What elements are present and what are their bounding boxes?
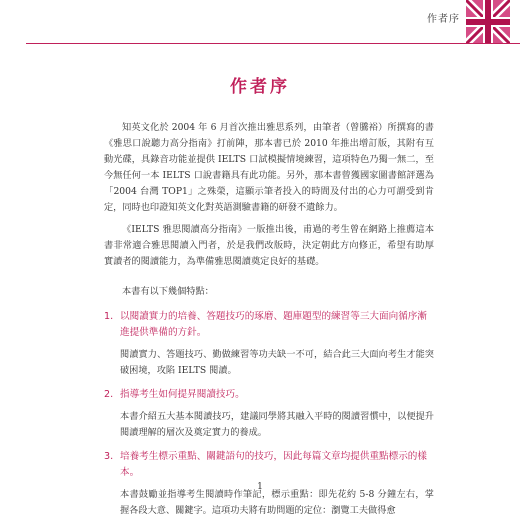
feature-3-text: 培養考生標示重點、關鍵語句的技巧，因此每篇文章均提供重點標示的樣本。 bbox=[120, 451, 427, 479]
paragraph-1: 知英文化於 2004 年 6 月首次推出雅思系列，由筆者（曾騰裕）所撰寫的書《雅思口說聽力高分指南》打前陣，那本書已於 2010 年推出增訂版，其附有互動光碟，具錄音功能並提供 IELTS 口試模擬情境練習，這項特色乃獨一無二，至今無任何一本 IELTS 口說書籍具有此功能。另外，那本書曾獲國家圖書館評選為「2004 台灣 TOP1」之殊榮，這顯示筆者投入的時間及付出的心力可謂受到肯定，同時也印證知英文化對英語測驗書籍的研發不遺餘力。 bbox=[104, 122, 434, 213]
feature-1-text: 以閱讀實力的培養、答題技巧的琢磨、題庫題型的練習等三大面向循序漸進提供準備的方針。 bbox=[120, 311, 427, 339]
page-body bbox=[104, 120, 434, 519]
feature-1-detail: 閱讀實力、答題技巧、勤做練習等功夫缺一不可，結合此三大面向考生才能突破困境，攻陷 IELTS 閱讀。 bbox=[120, 349, 434, 377]
page-title: 作者序 bbox=[230, 77, 290, 97]
feature-3-detail: 本書鼓勵並指導考生閱讀時作筆記，標示重點：即先花約 5-8 分鐘左右，掌握各段大意、關鍵字。這項功夫將有助問題的定位：瀏覽工夫做得愈 bbox=[120, 489, 434, 517]
feature-1-number: 1. bbox=[104, 311, 114, 323]
feature-3-number: 3. bbox=[104, 451, 114, 463]
header-rule bbox=[26, 43, 520, 44]
paragraph-2: 《IELTS 雅思閱讀高分指南》一版推出後，甫過的考生曾在網路上推薦這本書非常適合雅思閱讀入門者，於是我們改版時，決定朝此方向修正，希望有助厚實讀者的閱讀能力，為準備雅思閱讀奠定良好的基礎。 bbox=[104, 224, 434, 267]
feature-3-title bbox=[104, 449, 434, 481]
page-header bbox=[0, 0, 520, 46]
features-intro: 本書有以下幾個特點： bbox=[122, 286, 214, 297]
feature-2-number: 2. bbox=[104, 389, 114, 401]
union-jack-flag-icon bbox=[466, 0, 510, 44]
feature-2-text: 指導考生如何提昇閱讀技巧。 bbox=[120, 389, 245, 401]
feature-1-title bbox=[104, 309, 434, 341]
feature-2-detail: 本書介紹五大基本閱讀技巧，建議同學將其融入平時的閱讀習慣中，以便提升閱讀理解的層次及奠定實力的養成。 bbox=[120, 411, 434, 439]
feature-2-title bbox=[104, 387, 434, 403]
page-number: 1 bbox=[257, 482, 263, 492]
section-label: 作者序 bbox=[427, 14, 460, 25]
